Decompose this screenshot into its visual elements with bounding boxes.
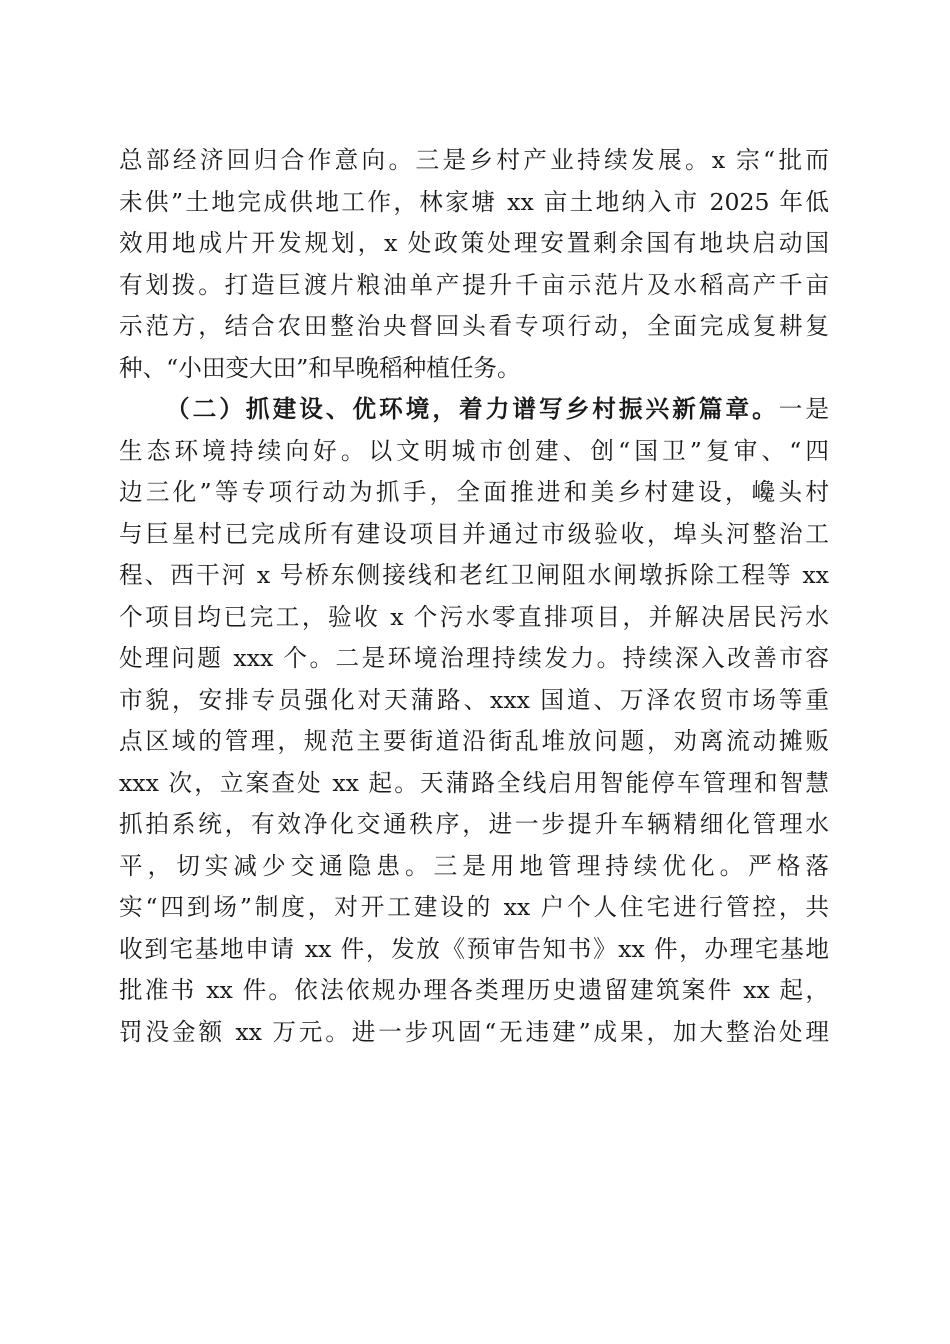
text-line: 批准书 xx 件。依法依规办理各类理历史遗留建筑案件 xx 起， bbox=[119, 976, 829, 1004]
text-line: 个项目均已完工，验收 x 个污水零直排项目，并解决居民污水 bbox=[119, 602, 829, 631]
text-line: 程、西干河 x 号桥东侧接线和老红卫闸阻水闸墩拆除工程等 xx bbox=[119, 561, 829, 589]
text-line: 效用地成片开发规划，x 处政策处理安置剩余国有地块启动国 bbox=[119, 229, 829, 257]
text-line: 种、“小田变大田”和早晚稻种植任务。 bbox=[119, 353, 521, 382]
paragraph-2 bbox=[119, 389, 829, 1053]
text-line: 与巨星村已完成所有建设项目并通过市级验收，埠头河整治工 bbox=[119, 519, 829, 548]
section-heading: （二）抓建设、优环境，着力谱写乡村振兴新篇章。 bbox=[166, 395, 779, 423]
text-line: 有划拨。打造巨渡片粮油单产提升千亩示范片及水稻高产千亩 bbox=[119, 270, 829, 299]
text-line: 总部经济回归合作意向。三是乡村产业持续发展。x 宗“批而 bbox=[119, 146, 829, 174]
text-line: 罚没金额 xx 万元。进一步巩固“无违建”成果，加大整治处理 bbox=[119, 1017, 829, 1046]
heading-line-rest: 一是 bbox=[778, 395, 830, 423]
text-line: 抓拍系统，有效净化交通秩序，进一步提升车辆精细化管理水 bbox=[119, 810, 829, 838]
text-line: 收到宅基地申请 xx 件，发放《预审告知书》xx 件，办理宅基地 bbox=[119, 934, 829, 963]
text-line: xxx 次，立案查处 xx 起。天蒲路全线启用智能停车管理和智慧 bbox=[119, 768, 829, 797]
text-line: 平，切实减少交通隐患。三是用地管理持续优化。严格落 bbox=[119, 851, 829, 880]
text-line: 处理问题 xxx 个。二是环境治理持续发力。持续深入改善市容 bbox=[119, 644, 829, 672]
paragraph-1 bbox=[119, 140, 829, 389]
document-body bbox=[119, 140, 829, 1053]
text-line: 点区域的管理，规范主要街道沿街乱堆放问题，劝离流动摊贩 bbox=[119, 727, 829, 755]
text-line: 实“四到场”制度，对开工建设的 xx 户个人住宅进行管控，共 bbox=[119, 893, 829, 921]
text-line: 未供”土地完成供地工作，林家塘 xx 亩土地纳入市 2025 年低 bbox=[119, 187, 829, 216]
text-line: 示范方，结合农田整治央督回头看专项行动，全面完成复耕复 bbox=[119, 312, 829, 340]
section-heading-line bbox=[119, 389, 829, 431]
text-line: 市貌，安排专员强化对天蒲路、xxx 国道、万泽农贸市场等重 bbox=[119, 685, 829, 714]
text-line: 边三化”等专项行动为抓手，全面推进和美乡村建设，巉头村 bbox=[119, 478, 829, 506]
text-line: 生态环境持续向好。以文明城市创建、创“国卫”复审、“四 bbox=[119, 436, 829, 465]
